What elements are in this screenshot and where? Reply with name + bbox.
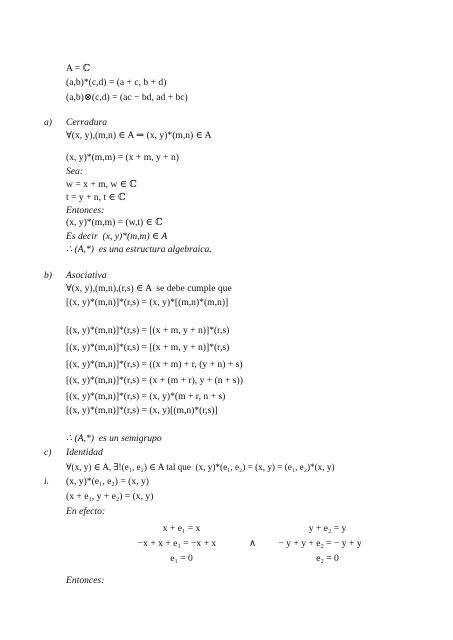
entonces-label: Entonces:: [66, 205, 105, 216]
wedge-symbol: ∧: [249, 538, 257, 549]
closure-es-decir: Es decir (x, y)*(m,m) ∈ A: [66, 231, 168, 242]
associative-statement: ∀(x, y),(m,n),(r,s) ∈ A se debe cumple que: [66, 283, 232, 294]
identity-eq-2: (x + e₁, y + e₂) = (x, y): [66, 491, 154, 502]
identity-right-eq: e₂ = 0: [316, 553, 339, 564]
section-c-marker: c): [44, 447, 52, 458]
section-b-title: Asociativa: [66, 270, 107, 281]
closure-result: (x, y)*(m,m) = (w,t) ∈ ℂ: [66, 217, 163, 228]
identity-eq-1: (x, y)*(e₁, e₂) = (x, y): [66, 476, 149, 487]
associative-step: [(x, y)*(m,n)]*(r,s) = ((x + m) + r, (y + n) + s): [66, 359, 243, 370]
en-efecto-label: En efecto:: [66, 506, 106, 517]
section-b-marker: b): [44, 270, 52, 281]
semigroup-conclusion: ∴ (A,*) es un semigrupo: [66, 433, 162, 444]
associative-step: [(x, y)*(m,n)]*(r,s) = [(x + m, y + n)]*(r,s): [66, 325, 230, 336]
set-definition: A = ℂ: [66, 63, 91, 74]
section-c-title: Identidad: [66, 447, 103, 458]
closure-conclusion: ∴ (A,*) es una estructura algebraica.: [66, 244, 212, 255]
associative-step: [(x, y)*(m,n)]*(r,s) = (x, y)*(m + r, n + s): [66, 391, 226, 402]
section-a-marker: a): [44, 117, 52, 128]
sea-label: Sea:: [66, 166, 84, 177]
closure-statement: ∀(x, y),(m,n) ∈ A ⇒ (x, y)*(m,n) ∈ A: [66, 130, 212, 141]
associative-step: [(x, y)*(m,n)]*(r,s) = [(x + m, y + n)]*(r,s): [66, 342, 230, 353]
identity-right-eq: y + e₂ = y: [308, 523, 347, 534]
identity-statement: ∀(x, y) ∈ A, ∃!(e₁, e₂) ∈ A tal que (x, y)*(e₁, e₂) = (x, y) = (e₁, e₂)*(x, y): [66, 462, 335, 472]
item-i-marker: i.: [44, 476, 50, 487]
identity-left-eq: x + e₁ = x: [162, 523, 201, 534]
closure-sum: (x, y)*(m,m) = (x + m, y + n): [66, 152, 179, 163]
entonces-final-label: Entonces:: [66, 575, 105, 586]
identity-left-eq: e₁ = 0: [170, 553, 193, 564]
associative-step: [(x, y)*(m,n)]*(r,s) = (x + (m + r), y + (n + s)): [66, 375, 243, 386]
associative-step: [(x, y)*(m,n)]*(r,s) = (x, y)[(m,n)*(r,s)]: [66, 405, 218, 416]
section-a-title: Cerradura: [66, 117, 108, 128]
closure-t: t = y + n, t ∈ ℂ: [66, 192, 126, 203]
identity-left-eq: −x + x + e₁ = −x + x: [137, 538, 217, 549]
closure-w: w = x + m, w ∈ ℂ: [66, 179, 137, 190]
product-definition: (a,b)⊗(c,d) = (ac − bd, ad + bc): [66, 92, 188, 103]
associative-equation: [(x, y)*(m,n)]*(r,s) = (x, y)*[(m,n)*(m,n)]: [66, 297, 229, 308]
sum-definition: (a,b)*(c,d) = (a + c, b + d): [66, 77, 167, 88]
identity-right-eq: − y + y + e₂ = − y + y: [278, 538, 362, 549]
